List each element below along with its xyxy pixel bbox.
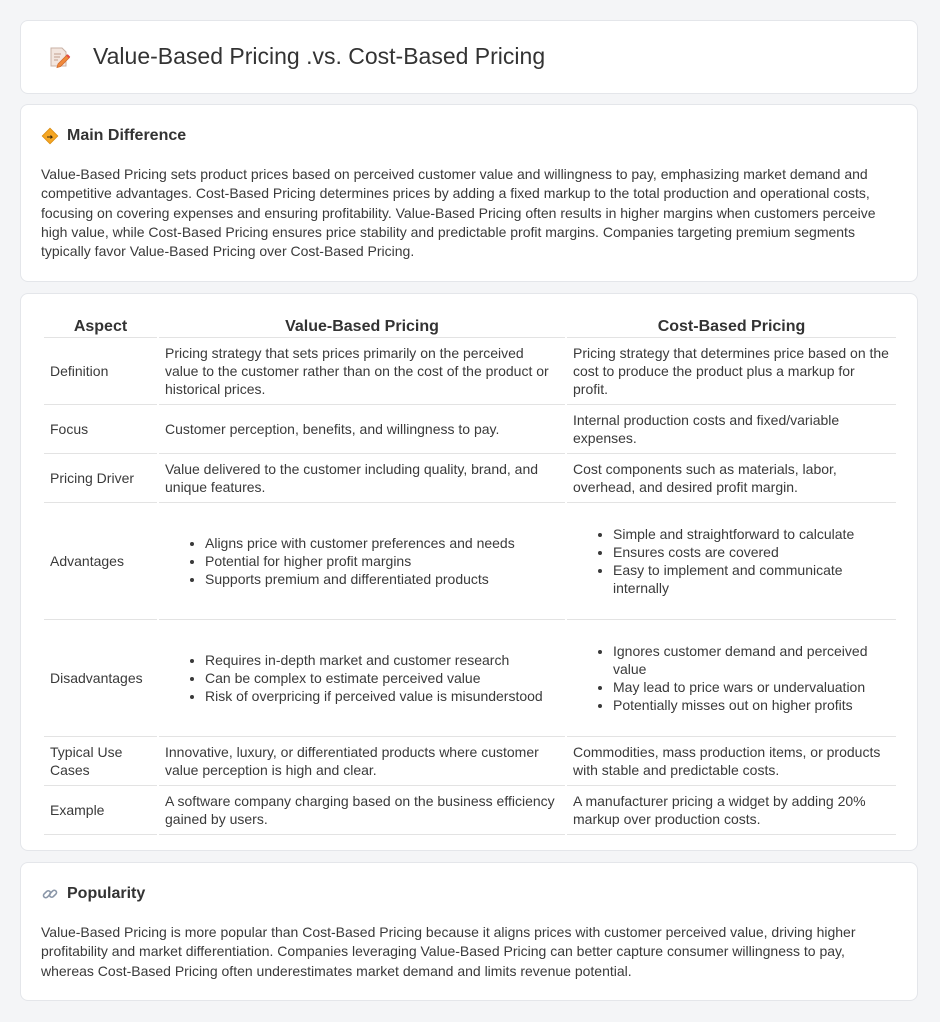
list-item: • Easy to implement and communicate internally xyxy=(613,561,890,597)
cost-disadvantages-list xyxy=(573,642,890,714)
row-value-cell xyxy=(159,620,565,737)
title-row xyxy=(47,43,545,70)
header-cost-based: Cost-Based Pricing xyxy=(567,316,896,338)
list-item: • Can be complex to estimate perceived value xyxy=(205,669,559,687)
popularity-title: Popularity xyxy=(67,885,146,902)
list-item: • Risk of overpricing if perceived value is misunderstood xyxy=(205,687,559,705)
row-cost-cell: Commodities, mass production items, or products with stable and predictable costs. xyxy=(567,737,896,786)
row-cost-cell: Cost components such as materials, labor, overhead, and desired profit margin. xyxy=(567,454,896,503)
main-difference-text: Value-Based Pricing sets product prices based on perceived customer value and willingness to pay, emphasizing market demand and competitive advantages. Cost-Based Pricing determines prices by adding a fixed markup to the total production and operational costs, focusing on covering expenses and ensuring profitability. Value-Based Pricing often results in higher margins when customers perceive high value, while Cost-Based Pricing ensures price stability and predictable profit margins. Companies targeting premium segments typically favor Value-Based Pricing over Cost-Based Pricing. xyxy=(41,166,876,260)
header-value-based: Value-Based Pricing xyxy=(159,316,565,338)
table-row xyxy=(44,737,896,786)
main-difference-title: Main Difference xyxy=(67,127,187,144)
list-item: • Potentially misses out on higher profits xyxy=(613,696,890,714)
row-cost-cell xyxy=(567,620,896,737)
popularity-text: Value-Based Pricing is more popular than Cost-Based Pricing because it aligns prices with customer perceived value, driving higher profitability and market differentiation. Companies leveraging Value-Based Pricing can better capture consumer willingness to pay, whereas Cost-Based Pricing often underestimates market demand and limits revenue potential. xyxy=(41,924,856,979)
row-aspect: Definition xyxy=(44,338,157,405)
cost-advantages-list xyxy=(573,525,890,597)
main-difference-card xyxy=(20,104,918,282)
page-title: Value-Based Pricing .vs. Cost-Based Pricing xyxy=(93,43,546,69)
header-card xyxy=(20,20,918,94)
row-cost-cell xyxy=(567,503,896,620)
list-item: • Ignores customer demand and perceived value xyxy=(613,642,890,678)
list-item: • Requires in-depth market and customer research xyxy=(205,651,559,669)
comparison-table xyxy=(42,316,898,835)
row-value-cell: Customer perception, benefits, and willingness to pay. xyxy=(159,405,565,454)
link-icon xyxy=(41,885,59,903)
row-cost-cell: A manufacturer pricing a widget by adding 20% markup over production costs. xyxy=(567,786,896,835)
header-aspect: Aspect xyxy=(44,316,157,338)
value-advantages-list xyxy=(165,534,559,588)
row-aspect: Disadvantages xyxy=(44,620,157,737)
list-item: • Potential for higher profit margins xyxy=(205,552,559,570)
table-row xyxy=(44,620,896,737)
row-value-cell: Value delivered to the customer including quality, brand, and unique features. xyxy=(159,454,565,503)
row-aspect: Typical Use Cases xyxy=(44,737,157,786)
row-aspect: Pricing Driver xyxy=(44,454,157,503)
main-difference-heading xyxy=(41,127,186,145)
table-row xyxy=(44,338,896,405)
list-item: • Ensures costs are covered xyxy=(613,543,890,561)
table-row xyxy=(44,786,896,835)
popularity-card xyxy=(20,862,918,1001)
comparison-card xyxy=(20,293,918,851)
row-aspect: Focus xyxy=(44,405,157,454)
diamond-sign-icon xyxy=(41,127,59,145)
row-value-cell: Pricing strategy that sets prices primarily on the perceived value to the customer rather than on the cost of the product or historical prices. xyxy=(159,338,565,405)
document-pencil-icon xyxy=(47,45,71,69)
table-header-row xyxy=(44,316,896,338)
value-disadvantages-list xyxy=(165,651,559,705)
table-row xyxy=(44,405,896,454)
table-row xyxy=(44,454,896,503)
popularity-heading xyxy=(41,885,145,903)
row-cost-cell: Internal production costs and fixed/variable expenses. xyxy=(567,405,896,454)
row-aspect: Advantages xyxy=(44,503,157,620)
row-value-cell: A software company charging based on the business efficiency gained by users. xyxy=(159,786,565,835)
row-aspect: Example xyxy=(44,786,157,835)
row-value-cell: Innovative, luxury, or differentiated products where customer value perception is high and clear. xyxy=(159,737,565,786)
list-item: • May lead to price wars or undervaluation xyxy=(613,678,890,696)
row-cost-cell: Pricing strategy that determines price based on the cost to produce the product plus a markup for profit. xyxy=(567,338,896,405)
list-item: • Simple and straightforward to calculate xyxy=(613,525,890,543)
table-row xyxy=(44,503,896,620)
list-item: • Aligns price with customer preferences and needs xyxy=(205,534,559,552)
list-item: • Supports premium and differentiated products xyxy=(205,570,559,588)
row-value-cell xyxy=(159,503,565,620)
